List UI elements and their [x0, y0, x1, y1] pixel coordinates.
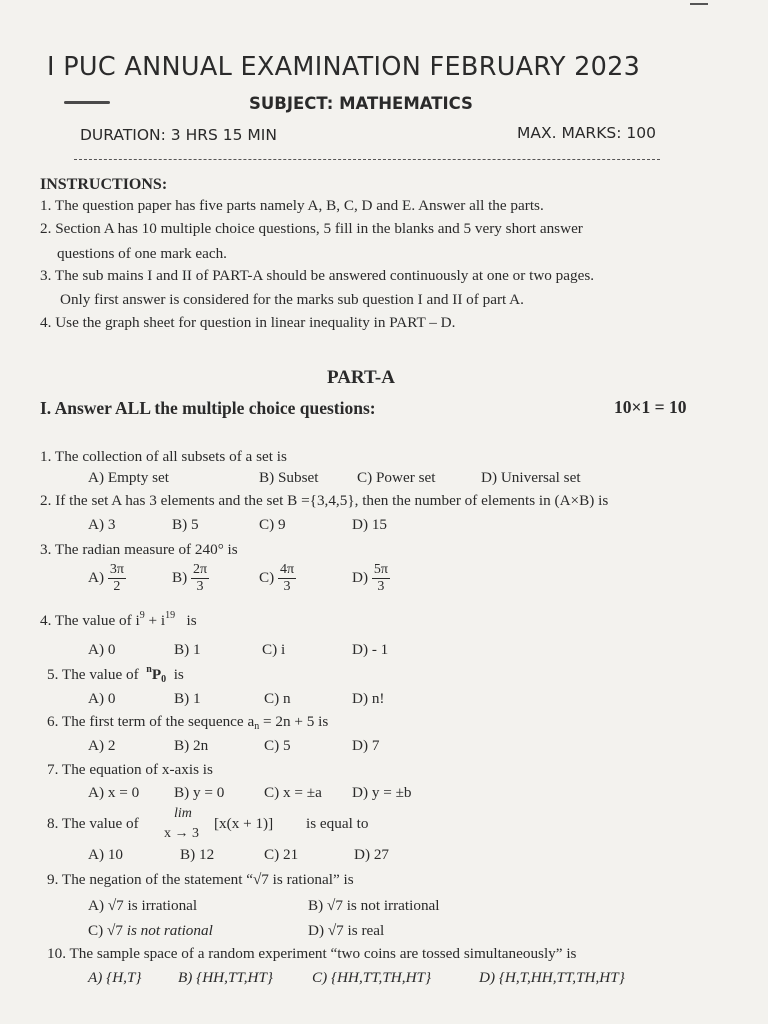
- question-text: 5. The value of: [47, 666, 139, 683]
- option-b: B) 1: [174, 641, 201, 658]
- question-1: 1. The collection of all subsets of a set is: [40, 448, 287, 465]
- option-d: D) √7 is real: [308, 922, 385, 939]
- instruction-line: Only first answer is considered for the marks sub question I and II of part A.: [60, 291, 524, 308]
- limit-label: lim: [174, 806, 192, 821]
- instruction-line: 1. The question paper has five parts namely A, B, C, D and E. Answer all the parts.: [40, 197, 544, 214]
- limit-expression: [x(x + 1)]: [214, 815, 274, 832]
- option-d: D) y = ±b: [352, 784, 412, 801]
- option-c: C) i: [262, 641, 286, 658]
- denominator: 3: [377, 579, 385, 594]
- pen-mark: [64, 101, 110, 104]
- option-b: B) y = 0: [174, 784, 225, 801]
- math-symbol: P: [151, 666, 162, 683]
- question-3: 3. The radian measure of 240° is: [40, 541, 238, 558]
- math-base: i: [135, 612, 140, 629]
- dashed-divider: [74, 159, 660, 160]
- math-exponent: 9: [139, 610, 145, 621]
- question-text: is: [186, 612, 197, 629]
- option-d: D) Universal set: [481, 469, 581, 486]
- option-c: C) 5: [264, 737, 291, 754]
- instruction-line: questions of one mark each.: [57, 245, 227, 262]
- question-10: 10. The sample space of a random experiment “two coins are tossed simultaneously” is: [47, 945, 577, 962]
- instruction-line: 4. Use the graph sheet for question in linear inequality in PART – D.: [40, 314, 456, 331]
- option-label: B): [172, 568, 188, 586]
- option-a: A) 0: [88, 641, 116, 658]
- subject-line: SUBJECT: MATHEMATICS: [249, 94, 473, 113]
- math-superscript: n: [146, 664, 152, 675]
- question-9: 9. The negation of the statement “√7 is rational” is: [47, 871, 354, 888]
- option-c: C) {HH,TT,TH,HT}: [312, 969, 432, 986]
- option-a: A) √7 is irrational: [88, 897, 198, 914]
- denominator: 3: [196, 579, 204, 594]
- question-4: [40, 612, 197, 630]
- option-b: B) √7 is not irrational: [308, 897, 440, 914]
- option-c: [259, 562, 296, 595]
- option-a: A) x = 0: [88, 784, 140, 801]
- math-exponent: 19: [165, 610, 176, 621]
- question-2: 2. If the set A has 3 elements and the set B ={3,4,5}, then the number of elements in (A×B) is: [40, 492, 609, 509]
- instruction-line: 3. The sub mains I and II of PART-A should be answered continuously at one or two pages.: [40, 267, 595, 284]
- section-marks: 10×1 = 10: [614, 397, 687, 417]
- option-a: A) 10: [88, 846, 124, 863]
- question-8-prefix: 8. The value of: [47, 815, 139, 832]
- limit-approach: x → 3: [164, 826, 199, 841]
- question-8-suffix: is equal to: [306, 815, 369, 832]
- option-b: B) Subset: [259, 469, 319, 486]
- denominator: 2: [113, 579, 121, 594]
- option-b: B) 2n: [174, 737, 209, 754]
- option-text-italic: is not rational: [126, 922, 213, 939]
- instruction-line: 2. Section A has 10 multiple choice questions, 5 fill in the blanks and 5 very short answer: [40, 220, 583, 237]
- math-subscript: 0: [161, 674, 167, 685]
- option-text: C) √7: [88, 922, 123, 939]
- option-a: A) 0: [88, 690, 116, 707]
- denominator: 3: [283, 579, 291, 594]
- option-c: C) 9: [259, 516, 286, 533]
- option-a: [88, 562, 126, 595]
- numerator: 3π: [109, 562, 124, 577]
- option-d: D) 15: [352, 516, 388, 533]
- option-a: A) 2: [88, 737, 116, 754]
- option-d: D) - 1: [352, 641, 389, 658]
- max-marks-line: MAX. MARKS: 100: [517, 124, 656, 142]
- fraction: [278, 562, 296, 595]
- option-c: C) Power set: [357, 469, 436, 486]
- fraction: [372, 562, 390, 595]
- math-subscript: n: [254, 721, 260, 732]
- option-b: B) 12: [180, 846, 215, 863]
- question-6: [47, 713, 328, 731]
- option-b: [172, 562, 209, 595]
- option-d: D) {H,T,HH,TT,TH,HT}: [479, 969, 625, 986]
- option-b: B) 5: [172, 516, 199, 533]
- math-base: i: [160, 612, 166, 629]
- question-5: [47, 666, 184, 684]
- numerator: 4π: [279, 562, 295, 577]
- numerator: 5π: [373, 562, 388, 577]
- instructions-heading: INSTRUCTIONS:: [40, 176, 168, 193]
- fraction: [108, 562, 126, 595]
- numerator: 2π: [192, 562, 208, 577]
- question-text: = 2n + 5 is: [263, 713, 329, 730]
- option-b: B) 1: [174, 690, 201, 707]
- question-text: 6. The first term of the sequence a: [47, 713, 255, 730]
- option-b: B) {HH,TT,HT}: [178, 969, 273, 986]
- option-label: C): [259, 568, 275, 586]
- option-a: A) 3: [88, 516, 116, 533]
- option-d: [352, 562, 390, 595]
- option-c: C) x = ±a: [264, 784, 322, 801]
- corner-mark: [690, 3, 708, 5]
- option-c: C) 21: [264, 846, 299, 863]
- part-a-title: PART-A: [327, 367, 395, 388]
- exam-title: I PUC ANNUAL EXAMINATION FEBRUARY 2023: [47, 52, 641, 82]
- option-d: D) n!: [352, 690, 385, 707]
- option-a: A) Empty set: [88, 469, 169, 486]
- question-text: 4. The value of: [40, 612, 132, 629]
- option-d: D) 7: [352, 737, 380, 754]
- section-title: I. Answer ALL the multiple choice questions:: [40, 398, 376, 418]
- option-a: A) {H,T}: [88, 969, 142, 986]
- option-c: C) n: [264, 690, 291, 707]
- option-label: D): [352, 568, 369, 586]
- option-label: A): [88, 568, 105, 586]
- fraction: [191, 562, 209, 595]
- math-operator: +: [148, 612, 158, 629]
- question-text: is: [173, 666, 184, 683]
- duration-line: DURATION: 3 HRS 15 MIN: [80, 126, 277, 144]
- option-d: D) 27: [354, 846, 390, 863]
- question-7: 7. The equation of x-axis is: [47, 761, 213, 778]
- option-c: [88, 922, 213, 940]
